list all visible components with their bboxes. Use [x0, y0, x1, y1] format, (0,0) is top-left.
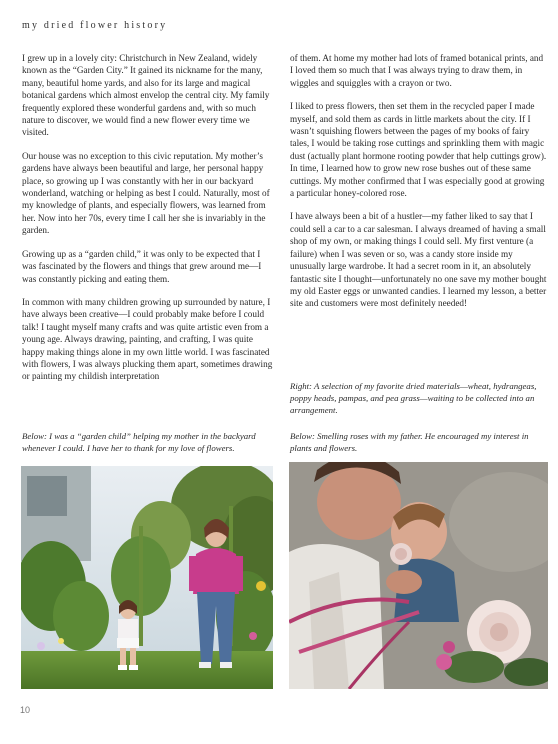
- right-text-column: [290, 52, 548, 321]
- left-text-column: [22, 52, 274, 394]
- caption-right-dried-materials: Right: A selection of my favorite dried materials—wheat, hydrangeas, poppy heads, pampas, and pea grass—waiting to be collected into an arrangement.: [290, 381, 537, 415]
- paragraph: I liked to press flowers, then set them in the recycled paper I made myself, and sold them as cards in little markets about the city. If I wasn’t squishing flowers between the pages of my books of fairy tales, I would be taking rose cuttings and sprinkling them with magic dust (actually plant hormone rooting powder that help cuttings grow). In time, I learned how to grow new rose bushes out of these same cuttings. My mother confirmed that I was especially good at growing a particular honey-colored rose.: [290, 101, 547, 199]
- paragraph: In common with many children growing up surrounded by nature, I have always been creative—I could probably make before I could talk! I taught myself many crafts and was quite artistic even from a young age. Always drawing, painting, and crafting, I was quite happy making things alone in my own little world. I was fascinated with flowers, I was always plucking them apart, sometimes drawing or painting my childish interpretation: [22, 296, 273, 382]
- paragraph: I have always been a bit of a hustler—my father liked to say that I could sell a car to a car salesman. I always dreamed of having a small shop of my own, or making things I could sell. My first venture (a failure) when I was seven or so, was a candy store inside my unusually large wardrobe. It had a secret room in it, an absolutely fantastic site I thought—unfortunately no one save my mother bought my old Easter eggs or unwanted candies. I learned my lesson, a better site and customers were most definitely needed!: [290, 211, 547, 309]
- photo-garden-child-with-mother: [21, 466, 273, 689]
- paragraph: I grew up in a lovely city: Christchurch in New Zealand, widely known as the “Garden City.” It gained its nickname for the many, many, beautiful home yards, and also for its large and magical botanical gardens which almost envelop the central city. My family frequently explored these wonderful gardens and, with so much nature to discover, we would find a new flower every time we visited.: [22, 53, 270, 138]
- caption-smelling-roses: Below: Smelling roses with my father. He encouraged my interest in plants and flowers.: [290, 431, 529, 453]
- paragraph: Our house was no exception to this civic reputation. My mother’s gardens have always been beautiful and large, her personal happy place, so growing up I was constantly with her in our backyard wonderland, watching or helping as best I could. Naturally, most of my knowledge of plants, and especially flowers, was learned from her. Now into her 70s, every time I call her she is invariably in the garden.: [22, 150, 270, 236]
- photo-smelling-roses-with-father: [289, 462, 548, 689]
- running-head: my dried flower history: [22, 20, 168, 31]
- paragraph: Growing up as a “garden child,” it was only to be expected that I was fascinated by the flowers and things that grew around me—I was constantly picking and eating them.: [22, 248, 262, 284]
- page-number: 10: [20, 705, 31, 715]
- caption-garden-child: Below: I was a “garden child” helping my mother in the backyard whenever I could. I have her to thank for my love of flowers.: [22, 431, 256, 453]
- paragraph: of them. At home my mother had lots of framed botanical prints, and I loved them so much that I was always trying to draw them, in wiggles and squiggles with a crayon or two.: [290, 53, 544, 88]
